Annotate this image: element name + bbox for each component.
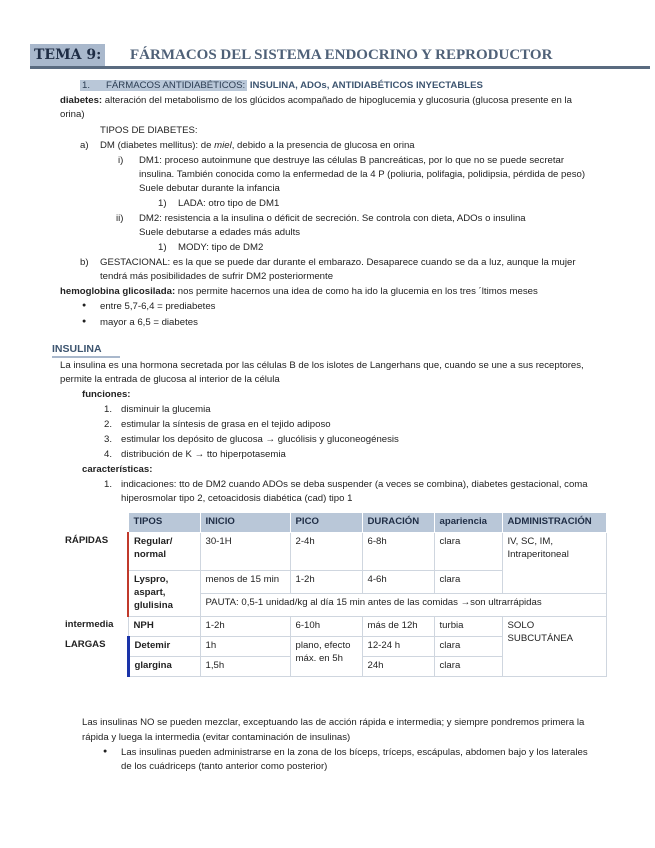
table-header: INICIO (200, 513, 290, 533)
group-label-intermedia: intermedia (65, 619, 114, 631)
lada-item: LADA: otro tipo de DM1 (178, 198, 280, 209)
mody-item: MODY: tipo de DM2 (178, 242, 264, 253)
funciones-title: funciones: (82, 389, 131, 400)
caracteristicas-title: características: (82, 464, 153, 475)
dm-definition: DM (diabetes mellitus): de miel, debido a la presencia de glucosa en orina (100, 140, 415, 151)
gestacional-line1: GESTACIONAL: es la que se puede dar durante el embarazo. Desaparece cuando se da a luz, aunque la mujer (100, 257, 576, 268)
dm2-line2: Suele debutarse a edades más adults (139, 227, 301, 238)
table-row: LARGAS Detemir 1h plano, efecto máx. en 5h 12-24 h clara (60, 636, 606, 656)
section-highlight: FÁRMACOS ANTIDIABÉTICOS: (106, 80, 246, 91)
insulina-heading: INSULINA (52, 342, 120, 358)
list-marker-i-1: 1) (158, 198, 167, 209)
group-label-largas: LARGAS (65, 639, 106, 651)
list-marker-b: b) (80, 257, 89, 268)
caracteristica-line2: hiperosmolar tipo 2, cetoacidosis diabética (cad) tipo 1 (121, 493, 353, 504)
hemoglobina-bullet-1: ● entre 5,7-6,4 = prediabetes (100, 300, 215, 314)
table-header-row (60, 513, 606, 533)
list-marker-i: i) (118, 155, 124, 166)
footer-bullet-line1: ● Las insulinas pueden administrarse en la zona de los bíceps, tríceps, escápulas, abdomen bajo y los laterales (121, 746, 588, 760)
list-marker-a: a) (80, 140, 89, 151)
caracteristica-line1: indicaciones: tto de DM2 cuando ADOs se deba suspender (a veces se combina), diabetes gestacional, coma (121, 479, 588, 490)
types-title: TIPOS DE DIABETES: (100, 125, 198, 136)
table-row: glargina 1,5h 24h clara (60, 656, 606, 676)
chapter-header (30, 44, 650, 69)
diabetes-definition: diabetes: alteración del metabolismo de los glúcidos acompañado de hipoglucemia y glucosuria (glucosa presente en la (60, 95, 572, 106)
hemoglobina-definition: hemoglobina glicosilada: nos permite hacernos una idea de como ha ido la glucemia en los tres ´ltimos meses (60, 286, 538, 297)
chapter-number: TEMA 9: (30, 44, 105, 66)
hemoglobina-bullet-2: ● mayor a 6,5 = diabetes (100, 316, 198, 330)
pauta-note: PAUTA: 0,5-1 unidad/kg al día 15 min antes de las comidas →son ultrarrápidas (200, 593, 606, 616)
diabetes-definition-cont: orina) (60, 109, 85, 120)
dm1-line3: Suele debutar durante la infancia (139, 183, 280, 194)
funcion-num: 2. (104, 419, 113, 430)
gestacional-line2: tendrá más posibilidades de sufrir DM2 posteriormente (100, 271, 334, 282)
funcion-num: 3. (104, 434, 113, 445)
list-marker-ii-1: 1) (158, 242, 167, 253)
funcion-item: distribución de K → tto hiperpotasemia (121, 449, 286, 460)
table-row: Lyspro, aspart, glulisina menos de 15 min 1-2h 4-6h clara (60, 570, 606, 593)
table-header: DURACIÓN (362, 513, 434, 533)
section-subtitle: INSULINA, ADOs, ANTIDIABÉTICOS INYECTABLES (249, 80, 483, 91)
table-row: RÁPIDAS Regular/ normal 30-1H 2-4h 6-8h clara IV, SC, IM, Intraperitoneal (60, 532, 606, 570)
table-header: TIPOS (128, 513, 200, 533)
table-header: PICO (290, 513, 362, 533)
insulina-definition-1: La insulina es una hormona secretada por las células B de los islotes de Langerhans que, cuando se une a sus receptores, (60, 360, 584, 371)
funcion-num: 4. (104, 449, 113, 460)
caracteristica-num: 1. (104, 479, 113, 490)
list-marker-ii: ii) (116, 213, 124, 224)
chapter-title: FÁRMACOS DEL SISTEMA ENDOCRINO Y REPRODUCTOR (130, 47, 553, 63)
table-header: ADMINISTRACIÓN (502, 513, 606, 533)
footer-line1: Las insulinas NO se pueden mezclar, exceptuando las de acción rápida e intermedia; y siempre pondremos primera la (82, 717, 585, 728)
footer-bullet-line2: de los cuádriceps (tanto anterior como posterior) (121, 761, 328, 772)
dm1-line1: DM1: proceso autoinmune que destruye las células B pancreáticas, por lo que no se puede secretar (139, 155, 565, 166)
section-number: 1. (82, 80, 91, 91)
table-row: intermedia NPH 1-2h 6-10h más de 12h turbia SOLO SUBCUTÁNEA (60, 616, 606, 636)
funcion-item: estimular los depósito de glucosa → glucólisis y gluconeogénesis (121, 434, 399, 445)
funcion-num: 1. (104, 404, 113, 415)
footer-line2: rápida y luega la intermedia (evitar contaminación de insulinas) (82, 732, 351, 743)
insulina-definition-2: permite la entrada de glucosa al interior de la célula (60, 374, 280, 385)
section-heading (80, 79, 483, 93)
group-label-rapidas: RÁPIDAS (65, 535, 109, 547)
dm2-line1: DM2: resistencia a la insulina o déficit de secreción. Se controla con dieta, ADOs o insulina (139, 213, 526, 224)
dm1-line2: insulina. También conocida como la enfermedad de la 4 P (poliuria, polifagia, polidipsia, pérdida de peso) (139, 169, 586, 180)
funcion-item: estimular la síntesis de grasa en el tejido adiposo (121, 419, 331, 430)
funcion-item: disminuir la glucemia (121, 404, 211, 415)
table-header: apariencia (434, 513, 502, 533)
insulin-types-table (60, 512, 607, 677)
